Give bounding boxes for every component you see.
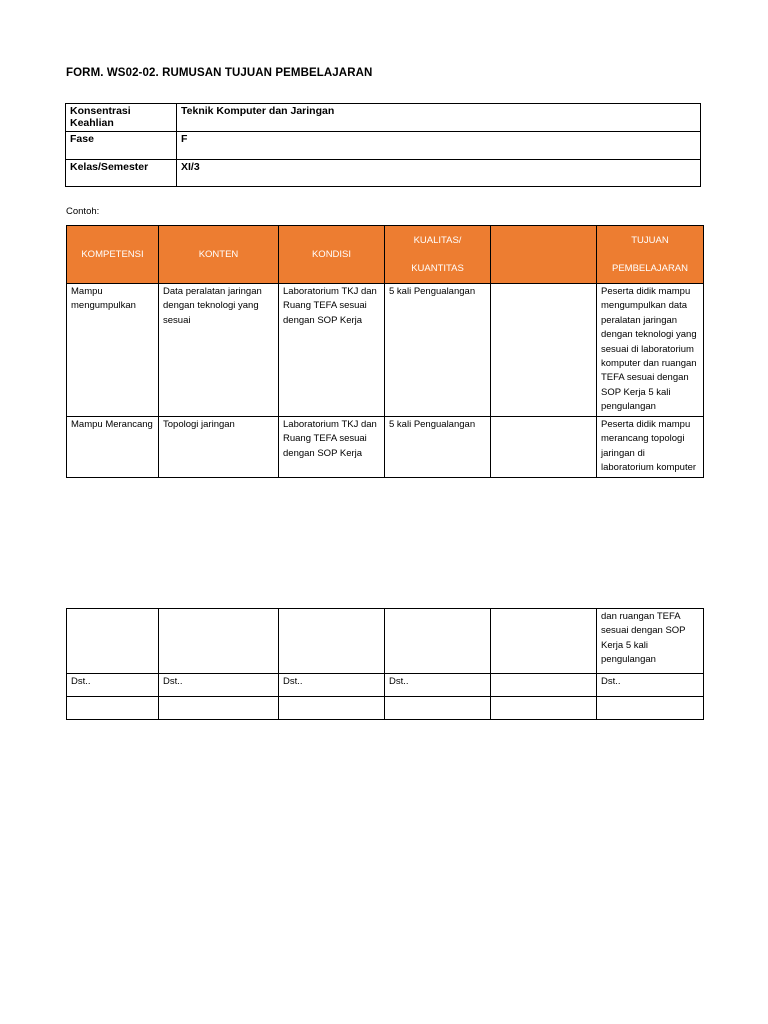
info-row	[66, 132, 701, 160]
cell-konten: Data peralatan jaringan dengan teknologi yang sesuai	[159, 284, 279, 417]
info-label: Kelas/Semester	[66, 160, 177, 187]
header-kualitas-kuantitas	[385, 226, 491, 284]
cell-kondisi: Dst..	[279, 674, 385, 697]
info-table	[65, 103, 701, 187]
continuation-table	[66, 608, 704, 720]
info-row	[66, 104, 701, 132]
example-label: Contoh:	[66, 206, 100, 217]
cell-kompetensi: Mampu mengumpulkan	[67, 284, 159, 417]
cell-kualitas: 5 kali Pengualangan	[385, 417, 491, 478]
header-pembelajaran: PEMBELAJARAN	[611, 262, 689, 274]
cell-kondisi	[279, 609, 385, 674]
cell-tujuan	[597, 697, 704, 720]
cell-blank	[491, 674, 597, 697]
form-title: FORM. WS02-02. RUMUSAN TUJUAN PEMBELAJARAN	[66, 67, 373, 79]
cell-kompetensi: Mampu Merancang	[67, 417, 159, 478]
cell-tujuan: dan ruangan TEFA sesuai dengan SOP Kerja 5 kali pengulangan	[597, 609, 704, 674]
cell-blank	[491, 284, 597, 417]
cell-blank	[491, 697, 597, 720]
cell-konten: Dst..	[159, 674, 279, 697]
cell-blank	[491, 417, 597, 478]
cell-kualitas	[385, 609, 491, 674]
table-header-row	[67, 226, 704, 284]
cell-kualitas: 5 kali Pengualangan	[385, 284, 491, 417]
header-kondisi: KONDISI	[279, 226, 385, 284]
header-tujuan-pembelajaran	[597, 226, 704, 284]
cell-kualitas	[385, 697, 491, 720]
cell-blank	[491, 609, 597, 674]
header-kuantitas: KUANTITAS	[411, 262, 464, 274]
cell-kompetensi	[67, 609, 159, 674]
cell-konten	[159, 609, 279, 674]
cell-tujuan: Peserta didik mampu mengumpulkan data peralatan jaringan dengan teknologi yang sesuai di laboratorium komputer dan ruangan TEFA sesuai dengan SOP Kerja 5 kali pengulangan	[597, 284, 704, 417]
info-label: Konsentrasi Keahlian	[66, 104, 177, 132]
table-row	[67, 697, 704, 720]
header-konten: KONTEN	[159, 226, 279, 284]
cell-kompetensi: Dst..	[67, 674, 159, 697]
info-value: F	[177, 132, 701, 160]
info-label: Fase	[66, 132, 177, 160]
header-kompetensi: KOMPETENSI	[67, 226, 159, 284]
cell-tujuan: Dst..	[597, 674, 704, 697]
header-kualitas: KUALITAS/	[413, 235, 462, 246]
cell-kondisi: Laboratorium TKJ dan Ruang TEFA sesuai dengan SOP Kerja	[279, 284, 385, 417]
table-row	[67, 417, 704, 478]
cell-konten	[159, 697, 279, 720]
info-value: XI/3	[177, 160, 701, 187]
cell-tujuan: Peserta didik mampu merancang topologi jaringan di laboratorium komputer	[597, 417, 704, 478]
info-row	[66, 160, 701, 187]
info-value: Teknik Komputer dan Jaringan	[177, 104, 701, 132]
table-row	[67, 609, 704, 674]
cell-kualitas: Dst..	[385, 674, 491, 697]
learning-objectives-table	[66, 225, 704, 478]
header-blank	[491, 226, 597, 284]
header-tujuan: TUJUAN	[631, 235, 669, 246]
cell-konten: Topologi jaringan	[159, 417, 279, 478]
table-row	[67, 284, 704, 417]
cell-kondisi	[279, 697, 385, 720]
cell-kondisi: Laboratorium TKJ dan Ruang TEFA sesuai dengan SOP Kerja	[279, 417, 385, 478]
cell-kompetensi	[67, 697, 159, 720]
table-row	[67, 674, 704, 697]
